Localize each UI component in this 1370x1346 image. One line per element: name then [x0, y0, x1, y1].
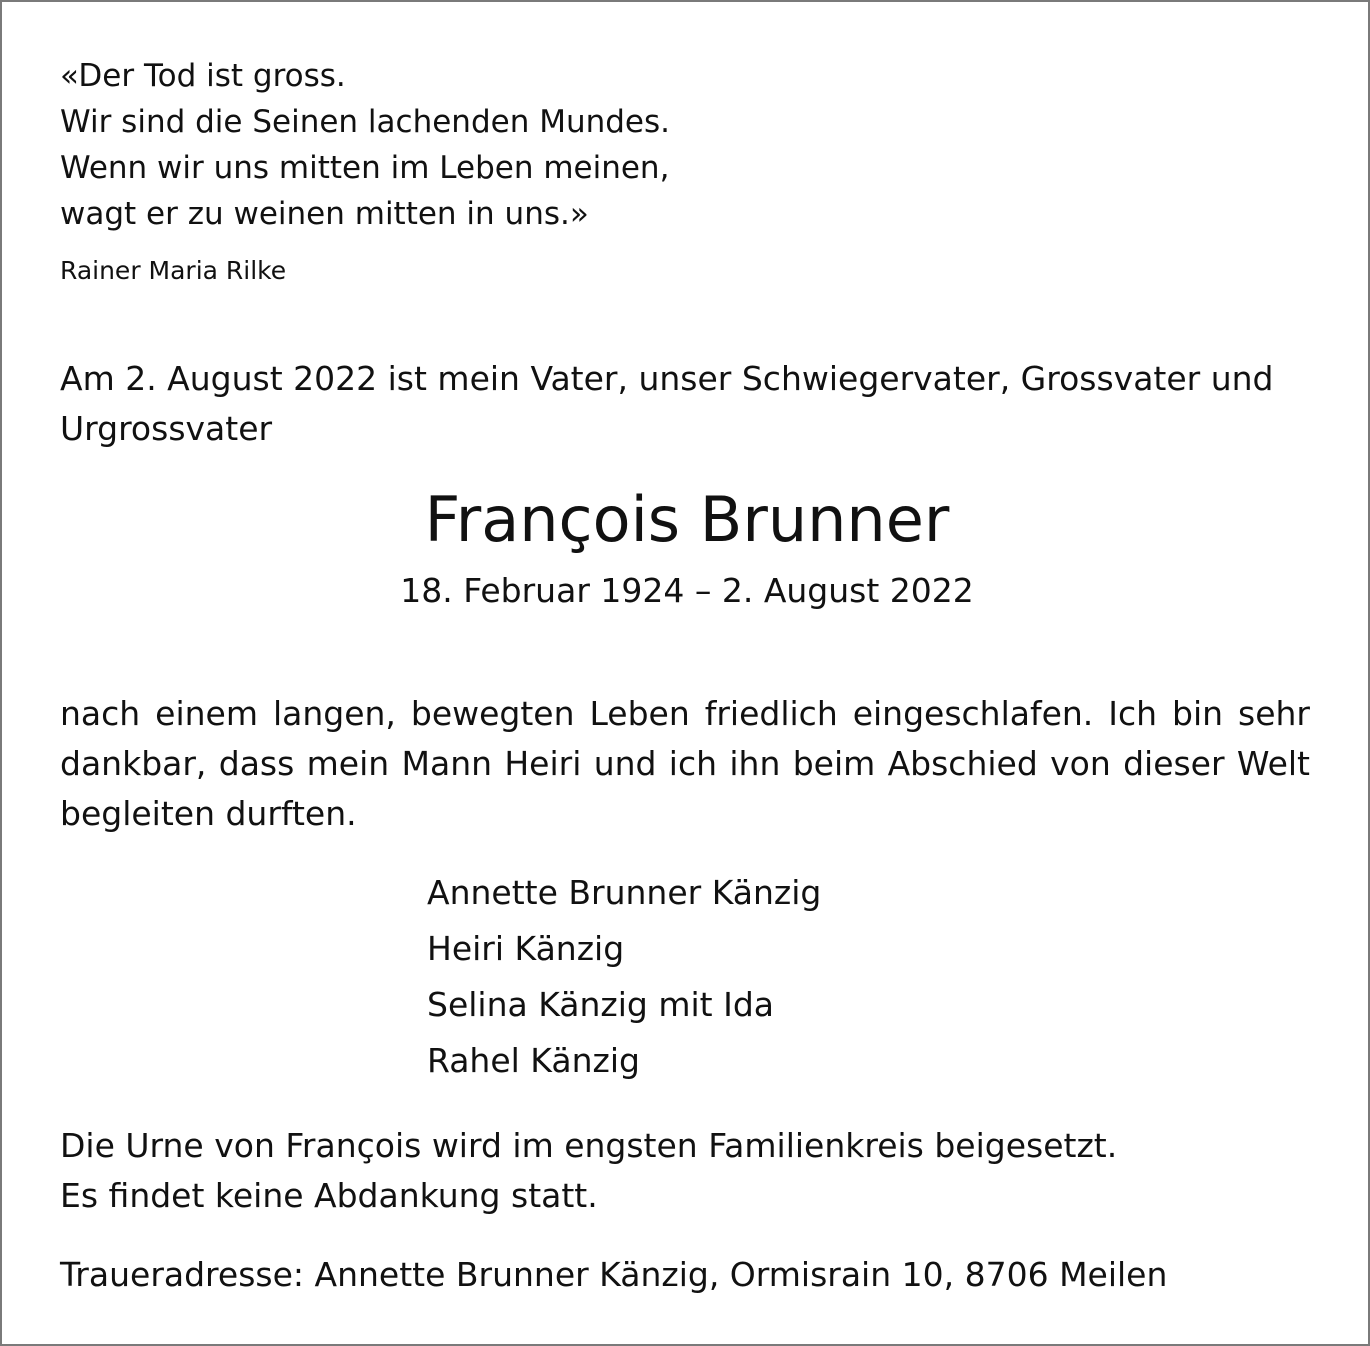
closing-line-2: Es findet keine Abdankung statt.	[60, 1176, 598, 1215]
quote-line-3: Wenn wir uns mitten im Leben meinen,	[60, 150, 670, 186]
quote-line-4: wagt er zu weinen mitten in uns.»	[60, 196, 589, 232]
closing-line-1: Die Urne von François wird im engsten Familienkreis beigesetzt.	[60, 1126, 1118, 1165]
signer-1: Annette Brunner Känzig	[427, 873, 822, 912]
signer-2: Heiri Känzig	[427, 929, 625, 968]
closing-text	[60, 1121, 1117, 1221]
signer-3: Selina Känzig mit Ida	[427, 985, 774, 1024]
mourning-address: Traueradresse: Annette Brunner Känzig, Ormisrain 10, 8706 Meilen	[60, 1255, 1168, 1294]
quote-line-2: Wir sind die Seinen lachenden Mundes.	[60, 104, 670, 140]
quote-author: Rainer Maria Rilke	[60, 256, 287, 285]
deceased-name: François Brunner	[424, 483, 950, 556]
body-text: nach einem langen, bewegten Leben friedlich eingeschlafen. Ich bin sehr dankbar, dass mein Mann Heiri und ich ihn beim Abschied von dieser Welt begleiten durften.	[60, 694, 1310, 833]
life-dates: 18. Februar 1924 – 2. August 2022	[400, 571, 974, 610]
intro-text: Am 2. August 2022 ist mein Vater, unser Schwiegervater, Grossvater und Urgrossvater	[60, 359, 1274, 448]
signer-4: Rahel Känzig	[427, 1041, 640, 1080]
quote-line-1: «Der Tod ist gross.	[60, 58, 346, 94]
